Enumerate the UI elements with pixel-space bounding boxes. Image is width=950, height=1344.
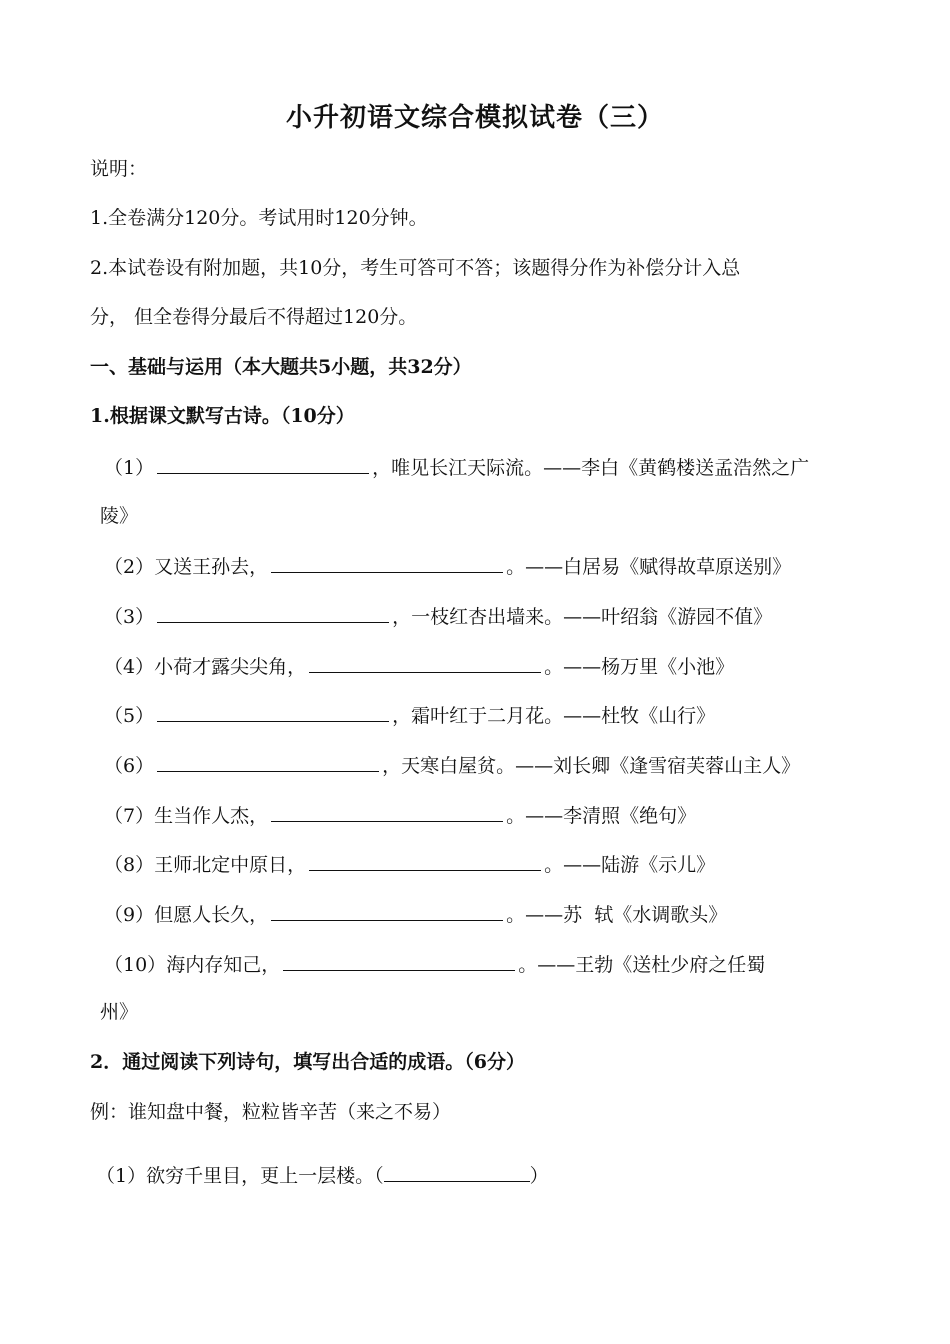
answer-blank[interactable]	[157, 699, 389, 722]
answer-blank[interactable]	[157, 600, 389, 623]
instruction-item-2-line-1: 2.本试卷设有附加题，共10分，考生可答可不答；该题得分作为补偿分计入总	[90, 257, 741, 279]
instruction-item-2-line-2: 分， 但全卷得分最后不得超过120分。	[90, 306, 418, 328]
question-2-heading: 2．通过阅读下列诗句，填写出合适的成语。（6分）	[90, 1051, 525, 1073]
section-1-heading: 一、基础与运用（本大题共5小题，共32分）	[90, 356, 472, 378]
answer-blank[interactable]	[157, 451, 369, 474]
poem-item-continuation: 州》	[100, 1001, 139, 1023]
item-number: （5）	[104, 705, 155, 727]
item-number: （7）	[104, 805, 155, 827]
poem-item	[104, 650, 734, 682]
item-source: 。——苏 轼《水调歌头》	[506, 904, 728, 926]
poem-item	[104, 600, 772, 632]
poem-item	[104, 699, 715, 731]
poem-item	[104, 848, 715, 880]
exam-title: 小升初语文综合模拟试卷（三）	[285, 103, 664, 133]
idiom-close: ）	[529, 1165, 549, 1187]
item-source: 。——王勃《送杜少府之任蜀	[518, 954, 766, 976]
answer-blank[interactable]	[309, 650, 541, 673]
item-prompt: 王师北定中原日，	[154, 854, 307, 876]
item-source: ，霜叶红于二月花。——杜牧《山行》	[392, 705, 716, 727]
poem-item	[104, 898, 727, 930]
item-prompt: 但愿人长久，	[154, 904, 269, 926]
question-1-heading: 1.根据课文默写古诗。（10分）	[90, 405, 355, 427]
answer-blank[interactable]	[283, 948, 515, 971]
item-source: 。——陆游《示儿》	[544, 854, 716, 876]
item-source: 。——杨万里《小池》	[544, 656, 735, 678]
poem-item	[104, 799, 696, 831]
item-number: （10）	[104, 954, 167, 976]
item-number: （3）	[104, 606, 155, 628]
item-source: 。——白居易《赋得故草原送别》	[506, 556, 792, 578]
poem-item	[104, 550, 791, 582]
item-prompt: 海内存知己，	[166, 954, 281, 976]
item-number: （9）	[104, 904, 155, 926]
item-prompt: 生当作人杰，	[154, 805, 269, 827]
answer-blank[interactable]	[384, 1159, 530, 1182]
item-number: （4）	[104, 656, 155, 678]
item-prompt: 又送王孙去，	[154, 556, 269, 578]
item-source: ，唯见长江天际流。——李白《黄鹤楼送孟浩然之广	[372, 457, 810, 479]
answer-blank[interactable]	[271, 799, 503, 822]
poem-item	[104, 749, 800, 781]
item-number: （8）	[104, 854, 155, 876]
idiom-prompt: （1）欲穷千里目，更上一层楼。（	[96, 1165, 384, 1187]
answer-blank[interactable]	[271, 550, 503, 573]
poem-item	[104, 451, 809, 483]
answer-blank[interactable]	[157, 749, 379, 772]
item-number: （2）	[104, 556, 155, 578]
question-2-example: 例：谁知盘中餐，粒粒皆辛苦（来之不易）	[90, 1101, 452, 1123]
instructions-heading: 说明：	[90, 158, 148, 180]
instruction-item-1: 1.全卷满分120分。考试用时120分钟。	[90, 207, 428, 229]
item-number: （6）	[104, 755, 155, 777]
item-source: 。——李清照《绝句》	[506, 805, 697, 827]
answer-blank[interactable]	[271, 898, 503, 921]
poem-item-continuation: 陵》	[100, 505, 139, 527]
answer-blank[interactable]	[309, 848, 541, 871]
item-number: （1）	[104, 457, 155, 479]
poem-item	[104, 948, 765, 980]
item-source: ，一枝红杏出墙来。——叶绍翁《游园不值》	[392, 606, 773, 628]
item-prompt: 小荷才露尖尖角，	[154, 656, 307, 678]
idiom-item	[96, 1159, 549, 1191]
item-source: ，天寒白屋贫。——刘长卿《逢雪宿芙蓉山主人》	[382, 755, 801, 777]
